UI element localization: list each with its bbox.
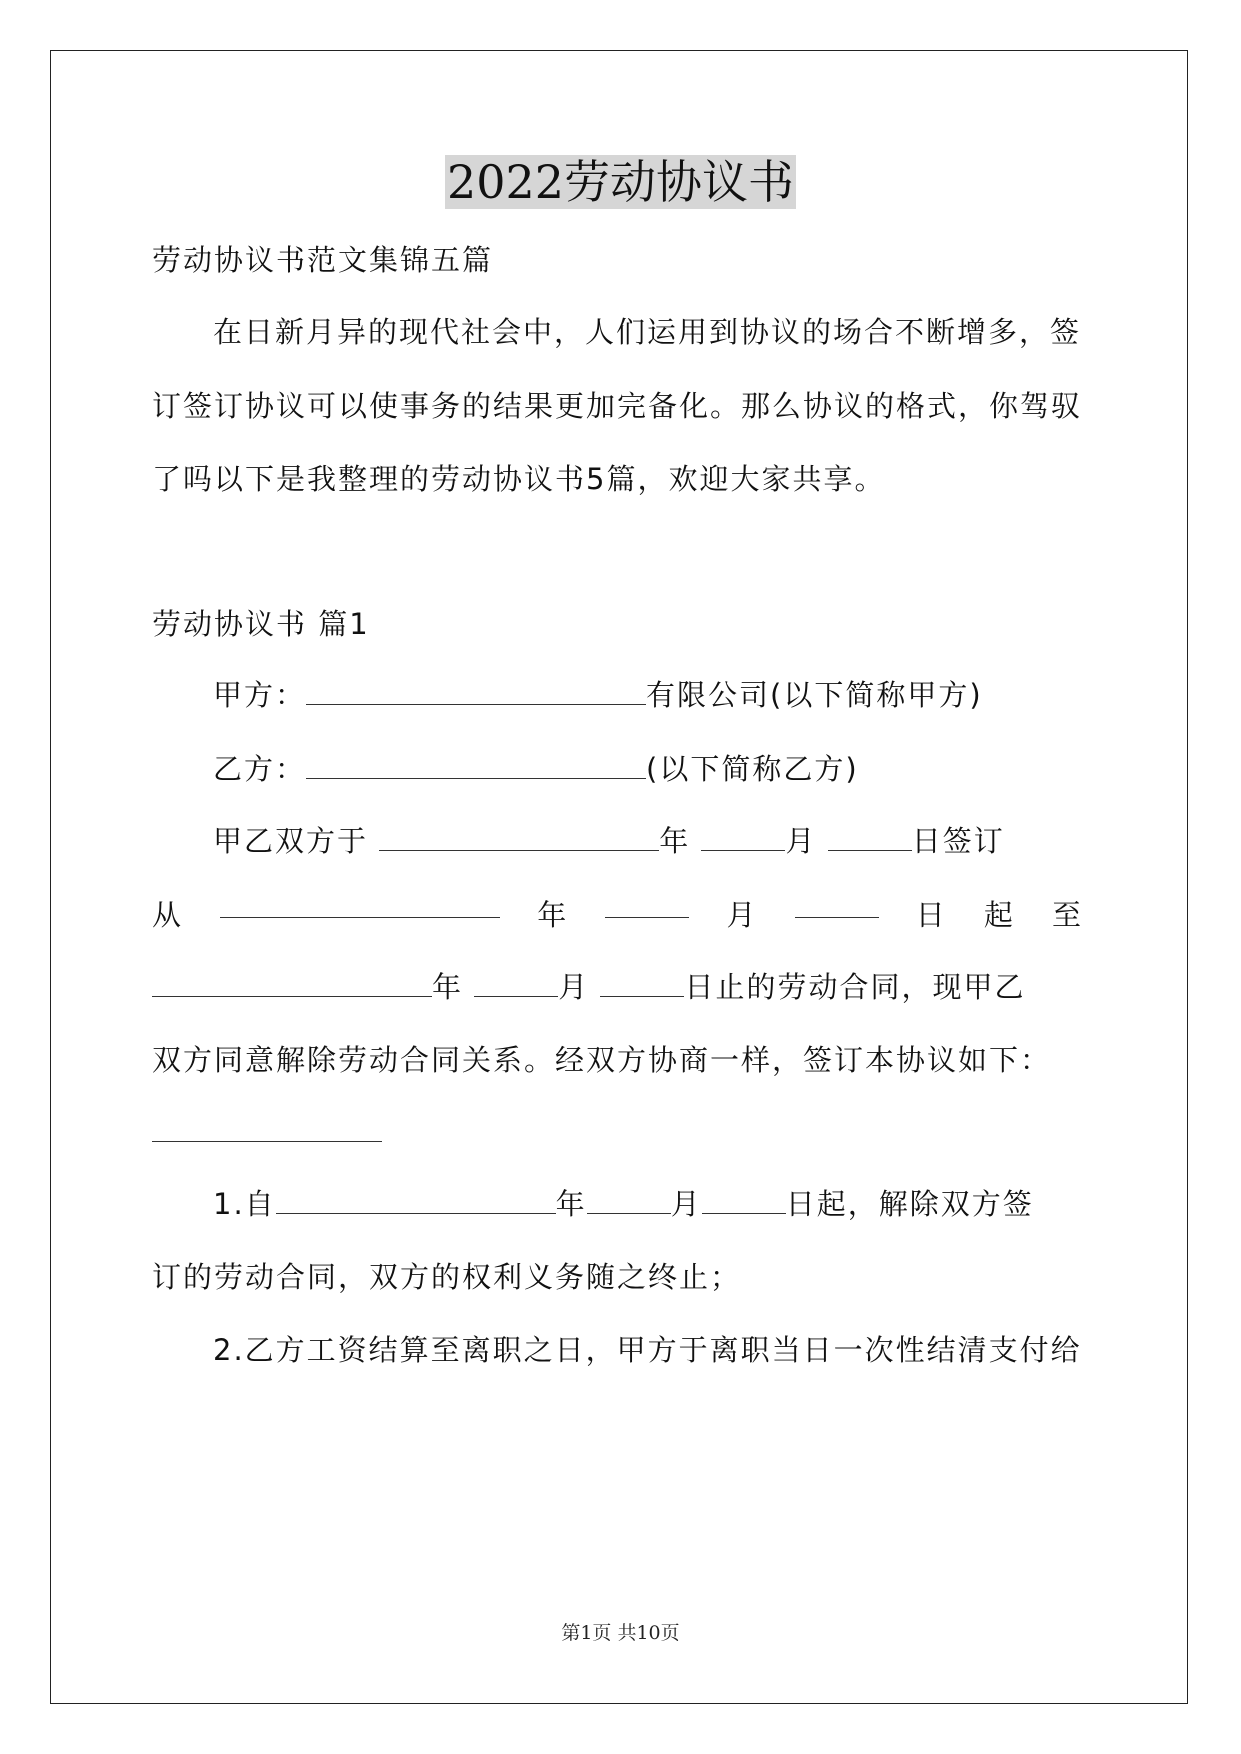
contract-line-2	[152, 895, 1083, 935]
title-text: 2022劳动协议书	[446, 155, 795, 209]
sign-month-label: 月	[785, 824, 817, 858]
to-day-blank	[600, 974, 684, 997]
from-day-blank	[795, 895, 879, 918]
intro-line-2: 订签订协议可以使事务的结果更加完备化。那么协议的格式，你驾驭	[152, 389, 1083, 423]
from-day-label: 日	[915, 898, 947, 932]
item-2-line: 2.乙方工资结算至离职之日，甲方于离职当日一次性结清支付给	[213, 1333, 1082, 1367]
sign-year-label: 年	[659, 824, 691, 858]
contract-line3-end: 日止的劳动合同，现甲乙	[684, 970, 1026, 1004]
sign-month-blank	[701, 828, 785, 851]
to-year-label: 年	[432, 970, 464, 1004]
item-1-year-blank	[276, 1191, 556, 1214]
sign-day-blank	[828, 828, 912, 851]
from-month-blank	[605, 895, 689, 918]
agreement-blank-line	[152, 1112, 1083, 1152]
intro-line-3: 了吗以下是我整理的劳动协议书5篇，欢迎大家共享。	[152, 462, 886, 496]
contract-start: 甲乙双方于	[213, 824, 369, 858]
item-1-end: 日起，解除双方签	[785, 1187, 1034, 1221]
party-a-suffix: 有限公司(以下简称甲方)	[646, 678, 983, 712]
agreement-blank	[152, 1119, 382, 1142]
party-a-blank	[306, 682, 646, 705]
item-1-year-label: 年	[555, 1187, 587, 1221]
to-year-blank	[152, 974, 432, 997]
page-border	[50, 50, 1188, 1704]
contract-line1-end: 日签订	[911, 824, 1005, 858]
from-month-label: 月	[726, 898, 758, 932]
party-b-line	[213, 749, 1083, 789]
zhi-label: 至	[1051, 898, 1083, 932]
from-label: 从	[152, 898, 184, 932]
subtitle: 劳动协议书范文集锦五篇	[152, 243, 494, 277]
section-heading: 劳动协议书 篇1	[152, 607, 370, 641]
intro-line-1: 在日新月异的现代社会中，人们运用到协议的场合不断增多，签	[213, 315, 1082, 349]
party-b-blank	[306, 756, 646, 779]
document-title	[0, 150, 1241, 214]
to-month-label: 月	[558, 970, 590, 1004]
from-year-label: 年	[537, 898, 569, 932]
sign-year-blank	[379, 828, 659, 851]
item-1-month-blank	[587, 1191, 671, 1214]
party-b-suffix: (以下简称乙方)	[646, 752, 859, 786]
contract-line-4: 双方同意解除劳动合同关系。经双方协商一样，签订本协议如下：	[152, 1043, 1052, 1077]
party-a-label: 甲方：	[213, 678, 307, 712]
to-month-blank	[474, 974, 558, 997]
page-footer: 第1页 共10页	[561, 1622, 680, 1644]
contract-line-3	[152, 967, 1083, 1007]
item-1-month-label: 月	[670, 1187, 702, 1221]
contract-line-1	[213, 821, 1083, 861]
item-1-line	[213, 1184, 1083, 1224]
party-b-label: 乙方：	[213, 752, 307, 786]
item-1-continuation: 订的劳动合同，双方的权利义务随之终止；	[152, 1260, 742, 1294]
qi-label: 起	[983, 898, 1015, 932]
item-1-start: 1.自	[213, 1187, 276, 1221]
item-1-day-blank	[702, 1191, 786, 1214]
party-a-line	[213, 675, 1083, 715]
from-year-blank	[220, 895, 500, 918]
